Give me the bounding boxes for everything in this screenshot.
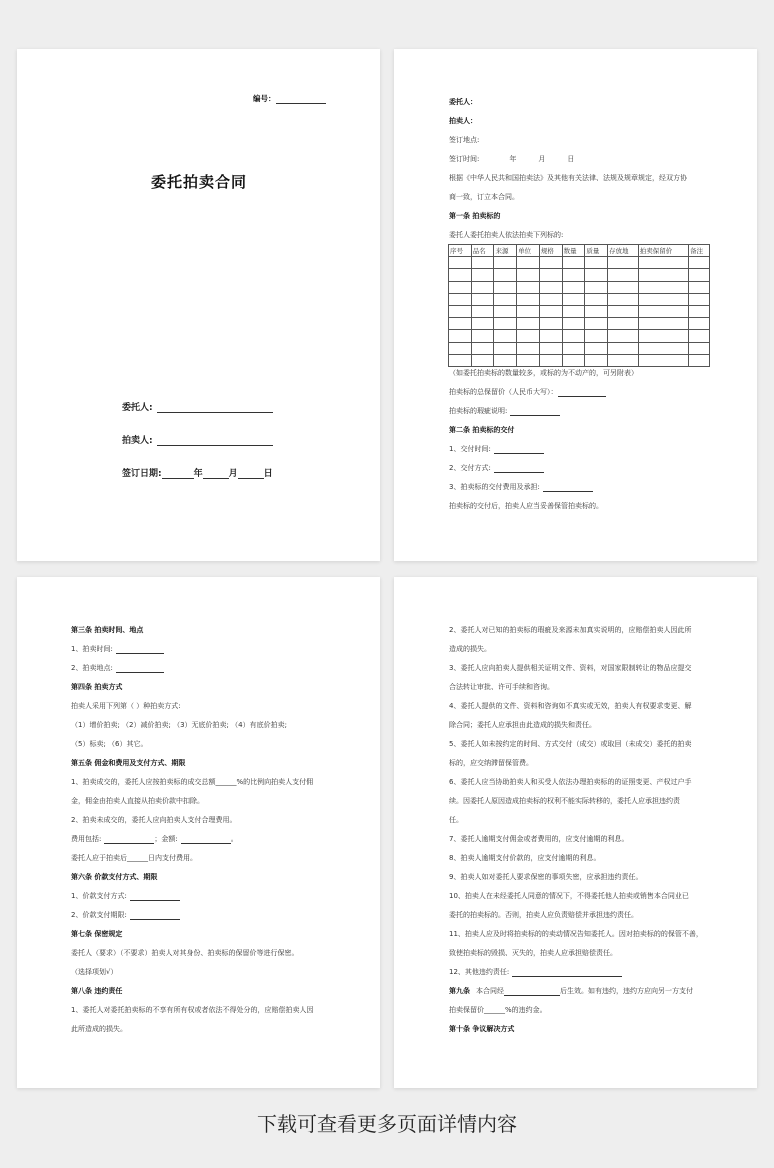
contract-number-label: 编号： <box>253 94 276 103</box>
article-1-text: 委托人委托拍卖人依法拍卖下列标的: <box>449 231 564 239</box>
fee-pay: 委托人应于拍卖后______日内支付费用。 <box>71 854 197 862</box>
commission-line-2: 金，佣金由拍卖人直接从拍卖价款中扣除。 <box>71 797 204 805</box>
other-breach: 12、其他违约责任: <box>449 968 622 977</box>
clause-line: 7、委托人逾期支付佣金或者费用的，应支付逾期的利息。 <box>449 835 629 843</box>
after-delivery: 拍卖标的交付后，拍卖人应当妥善保管拍卖标的。 <box>449 502 603 510</box>
table-row <box>449 318 710 330</box>
table-row <box>449 281 710 293</box>
article-9-cont: 拍卖保留价______%的违约金。 <box>449 1006 547 1014</box>
auctioneer-field <box>122 433 273 446</box>
method-line: 拍卖人采用下列第（ ）种拍卖方式: <box>71 702 181 710</box>
secret-choice: （选择项划√） <box>71 968 118 976</box>
table-header-cell: 来源 <box>494 245 517 257</box>
secret-text: 委托人（要求）（不要求）拍卖人对其身份、拍卖标的保留价等进行保密。 <box>71 949 299 957</box>
article-5-title: 第五条 佣金和费用及支付方式、期限 <box>71 759 186 767</box>
table-header-row <box>449 245 710 257</box>
clause-line: 合法转让审批、许可手续和咨询。 <box>449 683 554 691</box>
pay-term: 2、价款支付期限: <box>71 911 180 920</box>
preamble-line-2: 商一致，订立本合同。 <box>449 193 519 201</box>
table-row <box>449 257 710 269</box>
reserve-total: 拍卖标的总保留价（人民币大写）： <box>449 388 606 397</box>
breach-line-1b: 此所造成的损失。 <box>71 1025 127 1033</box>
table-row <box>449 293 710 305</box>
year-blank <box>162 471 194 479</box>
clause-line: 委托的拍卖标的。否则，拍卖人应负责赔偿并承担违约责任。 <box>449 911 638 919</box>
clause-line: 除合同；委托人应承担由此造成的损失和责任。 <box>449 721 596 729</box>
clause-line: 6、委托人应当协助拍卖人和买受人依法办理拍卖标的的证照变更、产权过户手 <box>449 778 692 786</box>
page-title: 委托拍卖合同 <box>151 173 248 191</box>
preamble-line-1: 根据《中华人民共和国拍卖法》及其他有关法律、法规及规章规定，经双方协 <box>449 174 687 182</box>
table-row <box>449 354 710 366</box>
table-header-cell: 单位 <box>517 245 540 257</box>
clause-line: 标的，应交纳滞留保管费。 <box>449 759 533 767</box>
table-row <box>449 342 710 354</box>
contract-page-3 <box>17 577 380 1088</box>
clause-line: 5、委托人如未按约定的时间、方式交付（成交）或取回（未成交）委托的拍卖 <box>449 740 692 748</box>
unsold-fee: 2、拍卖未成交的，委托人应向拍卖人支付合理费用。 <box>71 816 237 824</box>
table-header-cell: 备注 <box>689 245 710 257</box>
table-header-cell: 序号 <box>449 245 472 257</box>
article-2-title: 第二条 拍卖标的交付 <box>449 426 515 434</box>
clause-line: 10、拍卖人在未经委托人同意的情况下，不得委托他人拍卖或销售本合同业已 <box>449 892 689 900</box>
sign-date-field: 签订日期: 年 月 日 <box>122 469 273 479</box>
clause-line: 4、委托人提供的文件、资料和咨询如不真实或无效，拍卖人有权要求变更、解 <box>449 702 692 710</box>
article-7-title: 第七条 保密规定 <box>71 930 123 938</box>
table-header-cell: 存放地 <box>608 245 639 257</box>
contract-page-4 <box>394 577 757 1088</box>
table-row <box>449 269 710 281</box>
table-row <box>449 330 710 342</box>
method-options-2: （5）标卖; （6）其它。 <box>71 740 148 748</box>
clause-line: 造成的损失。 <box>449 645 491 653</box>
table-header-cell: 数量 <box>562 245 585 257</box>
article-10-title: 第十条 争议解决方式 <box>449 1025 515 1033</box>
article-4-title: 第四条 拍卖方式 <box>71 683 123 691</box>
fee-include: 费用包括: ；金额: 。 <box>71 835 238 843</box>
auctioneer-heading: 拍卖人： <box>449 117 477 125</box>
article-3-title: 第三条 拍卖时间、地点 <box>71 626 144 634</box>
contract-number-blank <box>276 96 326 104</box>
contract-page-2 <box>394 49 757 561</box>
article-9: 第九条 本合同经 后生效。如有违约，违约方应向另一方支付 <box>449 987 693 995</box>
method-options-1: （1）增价拍卖; （2）减价拍卖; （3）无底价拍卖; （4）有底价拍卖; <box>71 721 287 729</box>
clause-line: 2、委托人对已知的拍卖标的瑕疵及来源未加真实说明的，应赔偿拍卖人因此所 <box>449 626 692 634</box>
table-header-cell: 质量 <box>585 245 608 257</box>
month-blank <box>203 471 229 479</box>
auction-time: 1、拍卖时间: <box>71 645 164 654</box>
auction-items-table <box>448 244 710 367</box>
clause-line: 续。因委托人原因造成拍卖标的权利不能实际转移的，委托人应承担违约责 <box>449 797 680 805</box>
table-row <box>449 305 710 317</box>
table-header-cell: 规格 <box>539 245 562 257</box>
sign-date-label: 签订日期: <box>122 469 162 479</box>
sign-place: 签订地点: <box>449 136 480 144</box>
defect-note: 拍卖标的瑕疵说明: <box>449 407 560 416</box>
auctioneer-label: 拍卖人: <box>122 436 153 446</box>
download-hint: 下载可查看更多页面详情内容 <box>257 1112 517 1136</box>
delivery-cost: 3、拍卖标的交付费用及承担: <box>449 483 593 492</box>
article-6-title: 第六条 价款支付方式、期限 <box>71 873 158 881</box>
breach-line-1a: 1、委托人对委托拍卖标的不享有所有权或者依法不得处分的，应赔偿拍卖人因 <box>71 1006 314 1014</box>
cover-page <box>17 49 380 561</box>
sign-time: 签订时间: 年 月 日 <box>449 155 575 163</box>
delivery-method: 2、交付方式: <box>449 464 544 473</box>
table-note: （如委托拍卖标的数量较多，或标的为不动产的，可另附表） <box>449 369 638 377</box>
clause-line: 任。 <box>449 816 463 824</box>
clause-line: 致使拍卖标的毁损、灭失的，拍卖人应承担赔偿责任。 <box>449 949 617 957</box>
clause-line: 11、拍卖人应及时将拍卖标的的卖动情况告知委托人。因对拍卖标的的保管不善， <box>449 930 703 938</box>
article-9-title: 第九条 <box>449 987 470 995</box>
consignor-label: 委托人: <box>122 403 153 413</box>
table-header-cell: 品名 <box>471 245 494 257</box>
delivery-time: 1、交付时间: <box>449 445 544 454</box>
article-1-title: 第一条 拍卖标的 <box>449 212 501 220</box>
commission-line-1: 1、拍卖成交的，委托人应按拍卖标的成交总额______%的比例向拍卖人支付佣 <box>71 778 314 786</box>
auctioneer-blank <box>157 438 273 446</box>
clause-line: 8、拍卖人逾期支付价款的，应支付逾期的利息。 <box>449 854 601 862</box>
article-8-title: 第八条 违约责任 <box>71 987 123 995</box>
table-header-cell: 拍卖保留价 <box>638 245 688 257</box>
contract-number <box>253 93 326 104</box>
clause-line: 9、拍卖人如对委托人要求保密的事项失密，应承担违约责任。 <box>449 873 643 881</box>
consignor-field <box>122 400 273 413</box>
consignor-heading: 委托人： <box>449 98 477 106</box>
day-blank <box>238 471 264 479</box>
pay-method: 1、价款支付方式: <box>71 892 180 901</box>
auction-place: 2、拍卖地点: <box>71 664 164 673</box>
clause-line: 3、委托人应向拍卖人提供相关证明文件、资料，对国家限制转让的物品应提交 <box>449 664 692 672</box>
consignor-blank <box>157 405 273 413</box>
